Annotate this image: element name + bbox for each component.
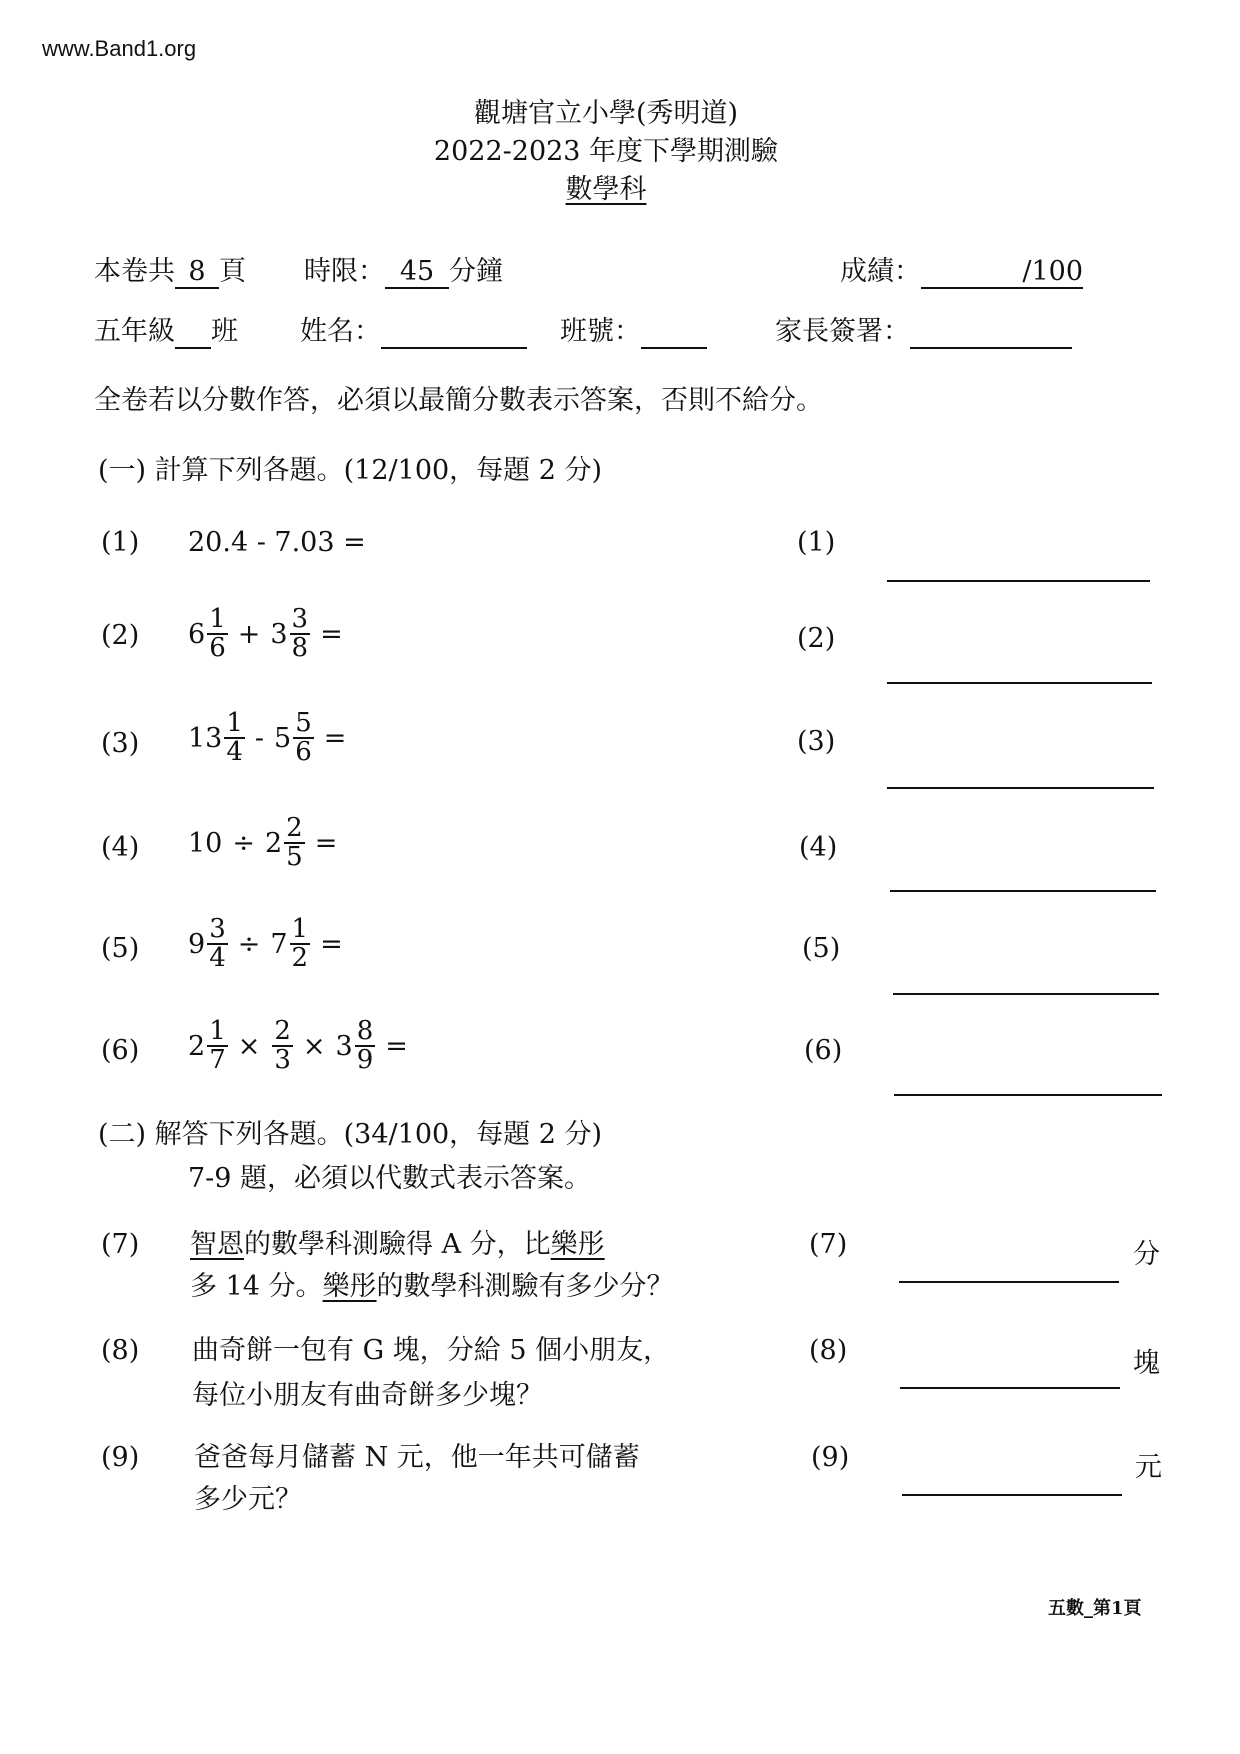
pages-info bbox=[94, 257, 246, 289]
whole: 6 bbox=[188, 618, 206, 650]
q2-expression bbox=[188, 606, 343, 663]
q7-line1 bbox=[190, 1231, 605, 1258]
numerator: 3 bbox=[209, 914, 226, 944]
pages-prefix: 本卷共 bbox=[94, 256, 175, 287]
time-label: 時限： bbox=[304, 256, 385, 287]
time-suffix: 分鐘 bbox=[449, 256, 503, 287]
q8-line2: 每位小朋友有曲奇餅多少塊？ bbox=[192, 1380, 543, 1411]
fraction bbox=[355, 1018, 376, 1075]
name-info bbox=[300, 317, 527, 349]
whole: 13 bbox=[188, 722, 223, 754]
mixed-number bbox=[265, 815, 305, 872]
mixed-number bbox=[270, 916, 310, 973]
mixed-number bbox=[188, 710, 245, 767]
class-info bbox=[94, 317, 238, 349]
equals: = bbox=[323, 722, 347, 754]
name-loktung: 樂彤 bbox=[550, 1229, 605, 1260]
denominator: 8 bbox=[291, 633, 309, 664]
q3-label: (3) bbox=[101, 728, 140, 759]
q7-answer-label: (7) bbox=[809, 1229, 848, 1260]
q9-label: (9) bbox=[101, 1442, 140, 1473]
numerator: 2 bbox=[274, 1016, 291, 1046]
q7-answer-line[interactable] bbox=[899, 1281, 1119, 1283]
q9-answer-label: (9) bbox=[811, 1442, 850, 1473]
q2-answer-label: (2) bbox=[797, 623, 836, 654]
q8-unit: 塊 bbox=[1133, 1348, 1160, 1379]
fraction bbox=[272, 1018, 293, 1075]
q5-answer-line[interactable] bbox=[893, 993, 1159, 995]
number-label: 班號： bbox=[560, 316, 641, 347]
score-label: 成績： bbox=[840, 256, 921, 287]
q9-line1: 爸爸每月儲蓄 N 元，他一年共可儲蓄 bbox=[194, 1442, 640, 1473]
equals: = bbox=[385, 1030, 408, 1062]
operator: + bbox=[237, 618, 261, 650]
q6-answer-label: (6) bbox=[804, 1035, 843, 1066]
denominator: 7 bbox=[209, 1045, 226, 1076]
section2-title: (二) 解答下列各題。(34/100，每題 2 分) bbox=[98, 1119, 603, 1150]
whole: 3 bbox=[335, 1030, 353, 1062]
q7-line2 bbox=[190, 1273, 674, 1300]
mixed-number bbox=[188, 606, 228, 663]
class-field[interactable] bbox=[175, 317, 211, 349]
numerator: 8 bbox=[356, 1016, 374, 1046]
name-field[interactable] bbox=[381, 317, 527, 349]
parent-label: 家長簽署： bbox=[775, 316, 910, 347]
parent-signature-field[interactable] bbox=[910, 317, 1072, 349]
numerator: 1 bbox=[209, 1016, 226, 1046]
denominator: 5 bbox=[286, 842, 303, 873]
numerator: 1 bbox=[291, 914, 309, 944]
q1-label: (1) bbox=[101, 527, 140, 558]
page-footer: 五數_第1頁 bbox=[1048, 1598, 1142, 1619]
pages-count: 8 bbox=[175, 257, 219, 289]
operator: - bbox=[254, 722, 265, 754]
pages-suffix: 頁 bbox=[219, 256, 246, 287]
class-suffix: 班 bbox=[211, 316, 238, 347]
parent-info bbox=[775, 317, 1072, 349]
whole: 3 bbox=[270, 618, 288, 650]
q8-answer-label: (8) bbox=[809, 1335, 848, 1366]
q8-answer-line[interactable] bbox=[900, 1387, 1120, 1389]
mixed-number bbox=[336, 1018, 376, 1075]
fraction bbox=[293, 710, 314, 767]
q7-unit: 分 bbox=[1133, 1239, 1160, 1270]
operator: × bbox=[237, 1030, 261, 1062]
mixed-number bbox=[270, 606, 310, 663]
school-name: 觀塘官立小學(秀明道) bbox=[473, 98, 739, 129]
section2-note: 7-9 題，必須以代數式表示答案。 bbox=[188, 1163, 592, 1194]
q9-unit: 元 bbox=[1135, 1452, 1162, 1483]
mixed-number bbox=[188, 1018, 228, 1075]
whole: 7 bbox=[270, 928, 288, 960]
q9-line2: 多少元？ bbox=[194, 1484, 302, 1515]
fraction bbox=[224, 710, 245, 767]
equals: = bbox=[314, 827, 338, 859]
q4-label: (4) bbox=[101, 832, 140, 863]
operator: ÷ bbox=[237, 928, 261, 960]
q4-expression bbox=[188, 815, 337, 872]
q5-expression bbox=[188, 916, 343, 973]
q3-expression bbox=[188, 710, 346, 767]
score-info bbox=[840, 257, 1083, 289]
denominator: 3 bbox=[274, 1045, 291, 1076]
q6-answer-line[interactable] bbox=[894, 1094, 1162, 1096]
denominator: 4 bbox=[209, 943, 226, 974]
q1-expression: 20.4 - 7.03 = bbox=[188, 527, 366, 558]
numerator: 5 bbox=[295, 708, 312, 738]
q2-label: (2) bbox=[101, 620, 140, 651]
mixed-number bbox=[188, 916, 228, 973]
whole: 9 bbox=[188, 928, 206, 960]
number-field[interactable] bbox=[641, 317, 707, 349]
denominator: 4 bbox=[226, 737, 243, 768]
q6-expression bbox=[188, 1018, 408, 1075]
denominator: 9 bbox=[356, 1045, 374, 1076]
q4-answer-line[interactable] bbox=[890, 890, 1156, 892]
instruction: 全卷若以分數作答，必須以最簡分數表示答案，否則不給分。 bbox=[94, 385, 823, 416]
time-value: 45 bbox=[385, 257, 449, 289]
section1-title: (一) 計算下列各題。(12/100，每題 2 分) bbox=[98, 455, 603, 486]
fraction bbox=[207, 916, 228, 973]
score-field[interactable]: /100 bbox=[921, 257, 1083, 289]
q6-label: (6) bbox=[101, 1035, 140, 1066]
q1-answer-label: (1) bbox=[797, 527, 836, 558]
whole-number: 10 bbox=[188, 827, 223, 859]
denominator: 6 bbox=[209, 633, 226, 664]
numerator: 2 bbox=[286, 813, 303, 843]
mixed-number bbox=[274, 710, 314, 767]
whole: 2 bbox=[188, 1030, 206, 1062]
whole: 2 bbox=[264, 827, 283, 859]
operator: × bbox=[302, 1030, 326, 1062]
watermark: www.Band1.org bbox=[42, 36, 197, 61]
grade-label: 五年級 bbox=[94, 316, 175, 347]
q4-answer-label: (4) bbox=[799, 832, 838, 863]
q1-answer-line[interactable] bbox=[887, 580, 1150, 582]
number-info bbox=[560, 317, 707, 349]
exam-title: 2022-2023 年度下學期測驗 bbox=[433, 136, 779, 167]
q8-label: (8) bbox=[101, 1335, 140, 1366]
q5-label: (5) bbox=[101, 933, 140, 964]
fraction bbox=[284, 815, 305, 872]
text: 的數學科測驗有多少分？ bbox=[376, 1271, 674, 1302]
text: 的數學科測驗得 A 分，比 bbox=[244, 1229, 551, 1260]
q8-line1: 曲奇餅一包有 G 塊，分給 5 個小朋友， bbox=[192, 1335, 671, 1366]
q5-answer-label: (5) bbox=[802, 933, 841, 964]
q3-answer-label: (3) bbox=[797, 726, 836, 757]
q3-answer-line[interactable] bbox=[887, 787, 1154, 789]
time-info bbox=[304, 257, 503, 289]
operator: ÷ bbox=[232, 827, 255, 859]
name-zhien: 智恩 bbox=[190, 1229, 244, 1260]
fraction bbox=[207, 1018, 228, 1075]
text: 多 14 分。 bbox=[190, 1271, 323, 1302]
denominator: 6 bbox=[295, 737, 312, 768]
q2-answer-line[interactable] bbox=[887, 682, 1152, 684]
numerator: 1 bbox=[226, 708, 243, 738]
whole: 5 bbox=[274, 722, 292, 754]
name-label: 姓名： bbox=[300, 316, 381, 347]
name-loktung: 樂彤 bbox=[322, 1271, 377, 1302]
numerator: 3 bbox=[291, 604, 309, 634]
q7-label: (7) bbox=[101, 1229, 140, 1260]
q9-answer-line[interactable] bbox=[902, 1494, 1122, 1496]
equals: = bbox=[320, 618, 343, 650]
subject-title: 數學科 bbox=[565, 174, 647, 205]
fraction bbox=[290, 916, 311, 973]
fraction bbox=[290, 606, 311, 663]
fraction bbox=[207, 606, 228, 663]
numerator: 1 bbox=[209, 604, 226, 634]
equals: = bbox=[320, 928, 343, 960]
denominator: 2 bbox=[291, 943, 309, 974]
